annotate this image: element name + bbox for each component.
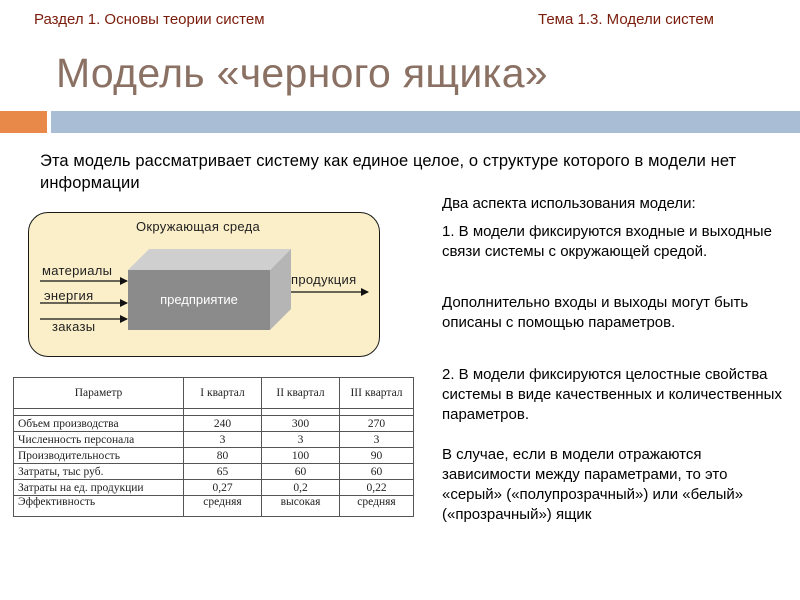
table-cell: средняя: [340, 496, 414, 517]
intro-text: Эта модель рассматривает систему как единое целое, о структуре которого в модели нет информации: [40, 152, 737, 192]
table-row: [14, 480, 414, 496]
table-cell: 300: [262, 416, 340, 432]
header-cell: III квартал: [340, 378, 414, 409]
table-cell: 3: [262, 432, 340, 448]
header-cell: I квартал: [184, 378, 262, 409]
aspects-heading: Два аспекта использования модели:: [442, 195, 696, 212]
input-label: материалы: [42, 263, 113, 278]
grey-white-box-note: В случае, если в модели отражаются зависимости между параметрами, то это «серый» («полупрозрачный») или «белый» («прозрачный») ящик: [442, 446, 744, 523]
output-label: продукция: [291, 272, 357, 287]
table-cell: 0,2: [262, 480, 340, 496]
table-cell: 65: [184, 464, 262, 480]
table-cell: средняя: [184, 496, 262, 517]
table-cell: 60: [262, 464, 340, 480]
table-cell: 60: [340, 464, 414, 480]
table-row: [14, 416, 414, 432]
table-row: [14, 448, 414, 464]
table-spacer-row: [14, 409, 414, 416]
topic-label: Тема 1.3. Модели систем: [538, 11, 714, 28]
input-label: энергия: [44, 288, 94, 303]
table-cell: 100: [262, 448, 340, 464]
aspect-point-1: 1. В модели фиксируются входные и выходные связи системы с окружающей средой.: [442, 223, 772, 260]
table-cell: Затраты на ед. продукции: [14, 480, 184, 496]
parameters-table: [13, 377, 414, 517]
enterprise-label: предприятие: [160, 292, 238, 307]
table-cell: высокая: [262, 496, 340, 517]
table-cell: 0,27: [184, 480, 262, 496]
table-cell: 240: [184, 416, 262, 432]
table-cell: 0,22: [340, 480, 414, 496]
table-cell: 3: [340, 432, 414, 448]
aspect-point-1-extra: Дополнительно входы и выходы могут быть описаны с помощью параметров.: [442, 294, 749, 331]
table-cell: Эффективность: [14, 496, 184, 517]
table-row: [14, 496, 414, 517]
table-header-row: [14, 378, 414, 409]
table-cell: Затраты, тыс руб.: [14, 464, 184, 480]
header-cell: II квартал: [262, 378, 340, 409]
table-row: [14, 432, 414, 448]
table-cell: 270: [340, 416, 414, 432]
table-row: [14, 464, 414, 480]
table-cell: Численность персонала: [14, 432, 184, 448]
header-cell: Параметр: [14, 378, 184, 409]
table-cell: 3: [184, 432, 262, 448]
slide-title: Модель «черного ящика»: [56, 50, 548, 96]
table-cell: 80: [184, 448, 262, 464]
aspect-point-2: 2. В модели фиксируются целостные свойства системы в виде качественных и количественных параметров.: [442, 366, 782, 423]
table-cell: Производительность: [14, 448, 184, 464]
table-cell: 90: [340, 448, 414, 464]
input-label: заказы: [52, 319, 96, 334]
environment-label: Окружающая среда: [136, 219, 261, 234]
table-cell: Объем производства: [14, 416, 184, 432]
section-label: Раздел 1. Основы теории систем: [34, 11, 265, 28]
